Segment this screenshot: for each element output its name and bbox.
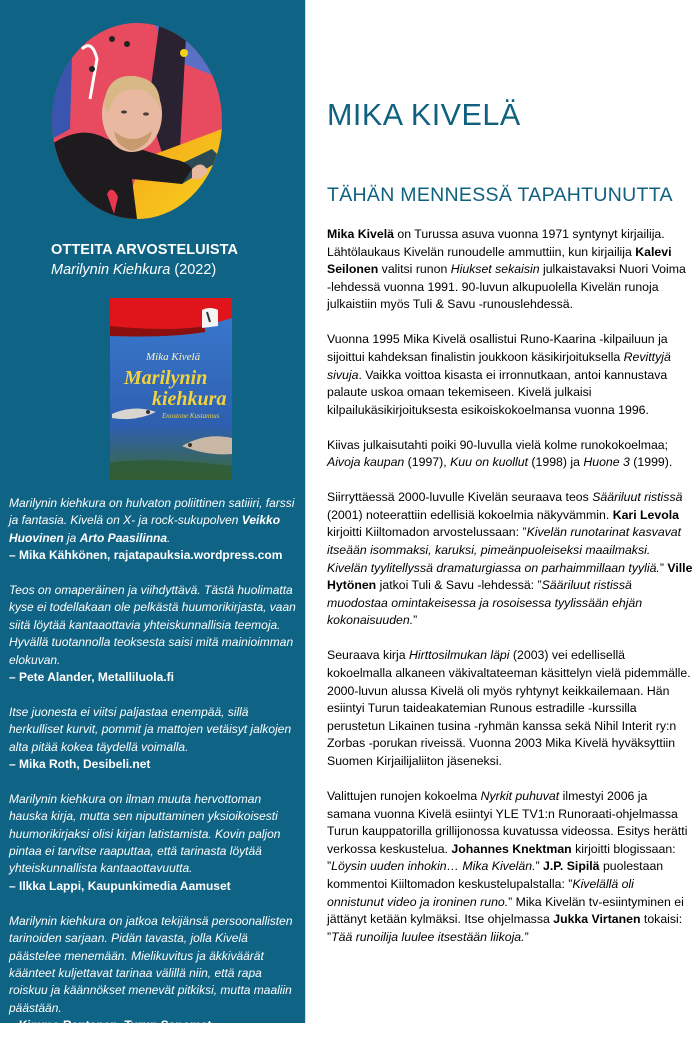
review-quote (9, 791, 301, 895)
text-run: ” (524, 929, 529, 944)
text-run: Kiivas julkaisutahti poiki 90-luvulla vielä kolme runokokoelmaa; (327, 437, 669, 452)
text-run: kirjoitti Kiiltomadon arvostelussaan: ” (327, 525, 527, 540)
review-quote (9, 704, 301, 774)
review-quote (9, 495, 301, 565)
bold-text: Jukka Virtanen (553, 912, 641, 927)
bio-paragraph (327, 788, 693, 946)
italic-text: Revittyjä sivuja (327, 349, 671, 382)
italic-text: Teos on omaperäinen ja viihdyttävä. Tästä huolimatta kyse ei todellakaan ole pelkästä huumorikirjasta, vaan siitä löytää kantaaottavia yhteiskunnallisia teemoja. Hyvällä tuotannolla teoksesta saisi mitä mainioimman elokuvan. (9, 583, 296, 667)
author-portrait-icon (52, 19, 222, 219)
reviews-list (9, 495, 301, 1052)
text-run: ” (413, 613, 418, 628)
text-run: (1999). (629, 455, 673, 470)
bold-text: J.P. Sipilä (543, 859, 600, 874)
italic-text: Löysin uuden inhokin… Mika Kivelän. (331, 859, 536, 874)
reviews-heading: OTTEITA ARVOSTELUISTA (51, 242, 239, 258)
italic-text: Itse juonesta ei viitsi paljastaa enempää, sillä herkulliset kurvit, pommit ja mattojen vetäisyt jalkojen alta pitää kokea täydellä voimalla. (9, 704, 292, 754)
bold-text: Johannes Knektman (451, 841, 572, 856)
text-run: ilmestyi 2006 ja samana vuonna Kivelä esiintyi YLE TV1:n Runoraati-ohjelmassa Turun kauppatorilla grillijonossa kuvatussa videossa. Esitys herätti verkossa keskustelua. (327, 788, 688, 856)
text-run: Vuonna 1995 Mika Kivelä osallistui Runo-Kaarina -kilpailuun ja sijoittui kahdeksan finalistin joukkoon käsikirjoituksella (327, 332, 668, 364)
text-run: tokaisi: ” (327, 912, 683, 944)
italic-text: Aivoja kaupan (327, 455, 405, 470)
italic-text: Nyrkit puhuvat (480, 788, 560, 803)
italic-text: Huone 3 (583, 455, 630, 470)
review-text (9, 792, 280, 876)
bold-text: Kalevi Seilonen (327, 244, 672, 277)
cover-title-line1: Marilynin (124, 367, 208, 389)
italic-text: Kivelällä oli onnistunut video ja ironinen runo. (327, 876, 634, 909)
review-source: – Ilkka Lappi, Kaupunkimedia Aamuset (9, 878, 231, 893)
italic-text: Sääriluut ristissä muodostaa omintakeisessa ja rosoisessa tyylissään ehjän kokonaisuuden. (327, 578, 643, 628)
book-year: (2022) (174, 262, 217, 278)
bold-text: Mika Kivelä (327, 227, 394, 241)
text-run: puolestaan kommentoi Kiiltomadon keskustelupalstalla: ” (327, 859, 664, 891)
cover-publisher: Enostone Kustannus (162, 412, 220, 420)
text-run: Valittujen runojen kokoelma (327, 788, 481, 803)
bold-text: Veikko Huovinen (9, 513, 281, 545)
text-run: (1998) ja (528, 455, 584, 470)
text-run: . Vaikka voittoa kisasta ei irronnutkaan, antoi kannustava palaute uskoa omaan tekemiseen. Kivelä julkaisi kilpailukäsikirjoituksesta esikoiskokoelmansa vuonna 1996. (327, 367, 668, 417)
italic-text: Sääriluut ristissä (592, 490, 683, 505)
italic-text: Marilynin kiehkura on jatkoa tekijänsä persoonallisten tarinoiden sarjaan. Pidän tavasta, jolla Kivelä päästelee menemään. Mielikuvitus ja äkkiväärät käänteet kuljettavat tarinaa välillä niin, että rapa roiskuu ja käännökset menevät pitkiksi, mutta maaliin päästään. (9, 913, 293, 1015)
cover-title-line2: kiehkura (152, 388, 227, 410)
review-quote (9, 582, 301, 686)
italic-text: ja (63, 530, 80, 545)
bio-paragraph (327, 226, 693, 314)
book-title: Marilynin Kiehkura (51, 262, 171, 278)
italic-text: Kuu on kuollut (450, 455, 528, 470)
review-text (9, 583, 296, 667)
review-text (9, 705, 291, 754)
bold-text: Arto Paasilinna (79, 530, 168, 545)
bold-text: Kari Levola (612, 507, 679, 522)
bio-paragraph (327, 437, 693, 472)
text-run: Siirryttäessä 2000-luvulle Kivelän seuraava teos (327, 490, 593, 505)
review-source: – Mika Kähkönen, rajatapauksia.wordpress.com (9, 548, 283, 563)
review-quote (9, 913, 301, 1035)
book-cover (110, 298, 232, 480)
bio-paragraph (327, 489, 693, 630)
column-divider (305, 0, 306, 1023)
text-run: Seuraava kirja (327, 648, 410, 663)
review-source: – Mika Roth, Desibeli.net (9, 757, 151, 772)
review-text (9, 914, 293, 1015)
review-source: – Pete Alander, Metalliluola.fi (9, 670, 174, 685)
text-run: jatkoi Tuli & Savu -lehdessä: ” (376, 578, 542, 593)
italic-text: Kivelän runotarinat kasvavat itseään isommaksi, karuksi, pimeänpuoleiseksi maailmaksi. Kivelän tyylitellyssä dramaturgiassa on parhaimmillaan tyyliä. (327, 525, 682, 575)
text-run: on Turussa asuva vuonna 1971 syntynyt kirjailija. Lähtölaukaus Kivelän runoudelle ammuttiin, kun kirjailija (327, 227, 665, 259)
bold-text: Ville Hytönen (327, 560, 693, 593)
cover-author: Mika Kivelä (146, 351, 201, 363)
text-run: ” (535, 859, 544, 874)
section-title: TÄHÄN MENNESSÄ TAPAHTUNUTTA (327, 184, 673, 206)
bio-paragraph (327, 647, 693, 770)
sidebar (0, 0, 305, 1033)
author-name: MIKA KIVELÄ (327, 98, 521, 132)
bio-paragraph (327, 331, 693, 419)
text-run: ” Mika Kivelän tv-esiintyminen ei jättänyt ketään kylmäksi. Itse ohjelmassa (327, 894, 684, 927)
italic-text: Tää runoilija luulee itsestään liikoja. (331, 929, 525, 944)
biography (327, 226, 693, 964)
text-run: (2003) vei edellisellä kokoelmalla alkaneen väkivaltateeman käsittelyn vielä pidemmälle. 2000-luvun alussa Kivelä oli myös ryhtynyt keikkailemaan. Hän esiintyi Turun taideakatemian Runous estradille -kurssilla perustetun Likainen tusina -ryhmän kanssa sekä Nihil Interit ry:n Zorbas -porukan riveissä. Vuonna 2003 Mika Kivelä hyväksyttiin Suomen Kirjailijaliiton jäseneksi. (327, 648, 691, 768)
review-source: – Kimmo Rantanen, Turun Sanomat (9, 1018, 212, 1033)
italic-text: Hirttosilmukan läpi (409, 648, 510, 663)
italic-text: . (167, 530, 171, 545)
text-run: (2001) noteerattiin edellisiä kokoelmia näkyvämmin. (327, 507, 613, 522)
text-run: ” (659, 560, 668, 575)
review-text (9, 496, 294, 545)
italic-text: Hiukset sekaisin (450, 262, 540, 277)
book-title-line (51, 262, 291, 278)
text-run: kirjoitti blogissaan: ” (327, 841, 676, 874)
italic-text: Marilynin kiehkura on ilman muuta hervottoman hauska kirja, mutta sen niputtaminen yksioikoisesti huumorikirjaksi olisi kirjan latistamista. Kovin paljon pintaa ei tarvitse raaputtaa, että tarinasta löytää yhteiskunnallista kantaaottavuutta. (9, 791, 281, 876)
text-run: julkaistavaksi Nuori Voima -lehdessä vuonna 1991. 90-luvun alkupuolella Kivelän runoja julkaistiin myös Tuli & Savu -runouslehdessä. (327, 262, 686, 312)
text-run: (1997), (404, 455, 451, 470)
text-run: valitsi runon (378, 262, 451, 277)
italic-text: Marilynin kiehkura on hulvaton poliittinen satiiiri, farssi ja fantasia. Kivelä on X- ja rock-sukupolven (9, 496, 295, 528)
